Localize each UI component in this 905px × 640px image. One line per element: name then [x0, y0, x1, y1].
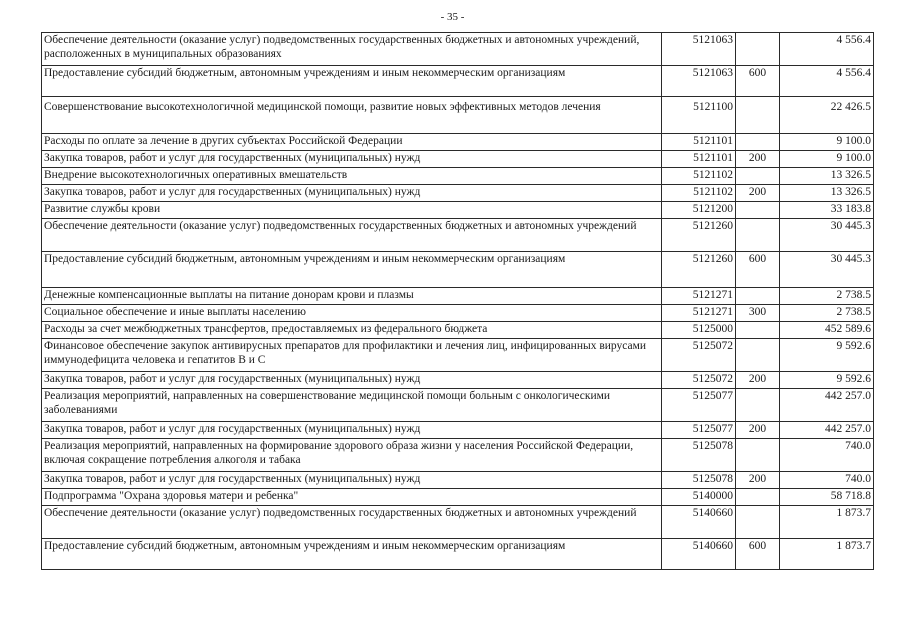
row-vr	[736, 33, 780, 66]
row-vr: 200	[736, 185, 780, 202]
row-code: 5125078	[662, 472, 736, 489]
table-row	[42, 151, 874, 168]
row-code: 5121271	[662, 288, 736, 305]
row-name: Развитие службы крови	[42, 202, 662, 219]
row-vr: 200	[736, 372, 780, 389]
row-code: 5140000	[662, 489, 736, 506]
row-code: 5121260	[662, 252, 736, 288]
row-vr	[736, 439, 780, 472]
table-row	[42, 219, 874, 252]
row-code: 5121101	[662, 134, 736, 151]
row-code: 5121101	[662, 151, 736, 168]
row-name: Подпрограмма "Охрана здоровья матери и ребенка"	[42, 489, 662, 506]
row-vr	[736, 389, 780, 422]
row-code: 5125077	[662, 422, 736, 439]
budget-table	[41, 32, 874, 570]
row-code: 5125072	[662, 372, 736, 389]
row-amount: 740.0	[780, 472, 874, 489]
row-vr	[736, 134, 780, 151]
row-vr	[736, 322, 780, 339]
row-code: 5121260	[662, 219, 736, 252]
row-name: Расходы по оплате за лечение в других субъектах Российской Федерации	[42, 134, 662, 151]
table-row	[42, 305, 874, 322]
row-amount: 33 183.8	[780, 202, 874, 219]
table-row	[42, 97, 874, 134]
row-name: Закупка товаров, работ и услуг для государственных (муниципальных) нужд	[42, 472, 662, 489]
row-amount: 13 326.5	[780, 185, 874, 202]
row-code: 5140660	[662, 506, 736, 539]
row-name: Финансовое обеспечение закупок антивирусных препаратов для профилактики и лечения лиц, инфицированных вирусами иммунодефицита человека и гепатитов В и С	[42, 339, 662, 372]
row-name: Реализация мероприятий, направленных на совершенствование медицинской помощи больным с онкологическими заболеваниями	[42, 389, 662, 422]
table-row	[42, 288, 874, 305]
row-amount: 442 257.0	[780, 422, 874, 439]
row-vr	[736, 202, 780, 219]
row-vr: 600	[736, 539, 780, 570]
row-vr: 600	[736, 252, 780, 288]
row-name: Обеспечение деятельности (оказание услуг) подведомственных государственных бюджетных и автономных учреждений	[42, 219, 662, 252]
row-code: 5121063	[662, 33, 736, 66]
row-amount: 2 738.5	[780, 305, 874, 322]
table-row	[42, 489, 874, 506]
row-amount: 4 556.4	[780, 66, 874, 97]
row-amount: 1 873.7	[780, 506, 874, 539]
row-vr	[736, 219, 780, 252]
table-row	[42, 506, 874, 539]
row-vr: 300	[736, 305, 780, 322]
row-name: Обеспечение деятельности (оказание услуг) подведомственных государственных бюджетных и автономных учреждений, расположенных в муниципальных образованиях	[42, 33, 662, 66]
row-name: Закупка товаров, работ и услуг для государственных (муниципальных) нужд	[42, 185, 662, 202]
row-name: Денежные компенсационные выплаты на питание донорам крови и плазмы	[42, 288, 662, 305]
row-vr: 200	[736, 422, 780, 439]
row-vr	[736, 506, 780, 539]
row-vr: 200	[736, 151, 780, 168]
row-name: Предоставление субсидий бюджетным, автономным учреждениям и иным некоммерческим организациям	[42, 252, 662, 288]
table-row	[42, 389, 874, 422]
table-row	[42, 33, 874, 66]
row-vr	[736, 339, 780, 372]
row-code: 5125078	[662, 439, 736, 472]
row-code: 5121271	[662, 305, 736, 322]
row-amount: 452 589.6	[780, 322, 874, 339]
row-amount: 9 100.0	[780, 134, 874, 151]
row-amount: 30 445.3	[780, 219, 874, 252]
row-name: Предоставление субсидий бюджетным, автономным учреждениям и иным некоммерческим организациям	[42, 66, 662, 97]
row-name: Внедрение высокотехнологичных оперативных вмешательств	[42, 168, 662, 185]
row-code: 5140660	[662, 539, 736, 570]
row-name: Предоставление субсидий бюджетным, автономным учреждениям и иным некоммерческим организациям	[42, 539, 662, 570]
row-amount: 740.0	[780, 439, 874, 472]
row-amount: 9 592.6	[780, 339, 874, 372]
row-amount: 22 426.5	[780, 97, 874, 134]
row-vr	[736, 97, 780, 134]
row-name: Обеспечение деятельности (оказание услуг) подведомственных государственных бюджетных и автономных учреждений	[42, 506, 662, 539]
row-amount: 9 100.0	[780, 151, 874, 168]
row-code: 5125072	[662, 339, 736, 372]
row-code: 5121200	[662, 202, 736, 219]
table-row	[42, 66, 874, 97]
row-vr	[736, 168, 780, 185]
row-vr	[736, 489, 780, 506]
table-row	[42, 472, 874, 489]
row-name: Расходы за счет межбюджетных трансфертов, предоставляемых из федерального бюджета	[42, 322, 662, 339]
row-code: 5121063	[662, 66, 736, 97]
row-vr	[736, 288, 780, 305]
row-amount: 1 873.7	[780, 539, 874, 570]
table-row	[42, 134, 874, 151]
page-number: - 35 -	[440, 11, 465, 23]
row-name: Закупка товаров, работ и услуг для государственных (муниципальных) нужд	[42, 151, 662, 168]
table-row	[42, 168, 874, 185]
row-name: Реализация мероприятий, направленных на формирование здорового образа жизни у населения Российской Федерации, включая сокращение потребления алкоголя и табака	[42, 439, 662, 472]
row-name: Социальное обеспечение и иные выплаты населению	[42, 305, 662, 322]
row-amount: 442 257.0	[780, 389, 874, 422]
table-row	[42, 372, 874, 389]
table-row	[42, 252, 874, 288]
row-amount: 9 592.6	[780, 372, 874, 389]
row-amount: 58 718.8	[780, 489, 874, 506]
row-code: 5121100	[662, 97, 736, 134]
row-name: Закупка товаров, работ и услуг для государственных (муниципальных) нужд	[42, 422, 662, 439]
row-code: 5125077	[662, 389, 736, 422]
row-code: 5121102	[662, 185, 736, 202]
row-amount: 30 445.3	[780, 252, 874, 288]
table-row	[42, 422, 874, 439]
row-amount: 4 556.4	[780, 33, 874, 66]
table-row	[42, 322, 874, 339]
row-amount: 13 326.5	[780, 168, 874, 185]
row-code: 5125000	[662, 322, 736, 339]
table-row	[42, 539, 874, 570]
table-row	[42, 339, 874, 372]
table-row	[42, 439, 874, 472]
table-row	[42, 185, 874, 202]
row-name: Совершенствование высокотехнологичной медицинской помощи, развитие новых эффективных методов лечения	[42, 97, 662, 134]
row-name: Закупка товаров, работ и услуг для государственных (муниципальных) нужд	[42, 372, 662, 389]
row-amount: 2 738.5	[780, 288, 874, 305]
row-code: 5121102	[662, 168, 736, 185]
table-row	[42, 202, 874, 219]
row-vr: 200	[736, 472, 780, 489]
row-vr: 600	[736, 66, 780, 97]
